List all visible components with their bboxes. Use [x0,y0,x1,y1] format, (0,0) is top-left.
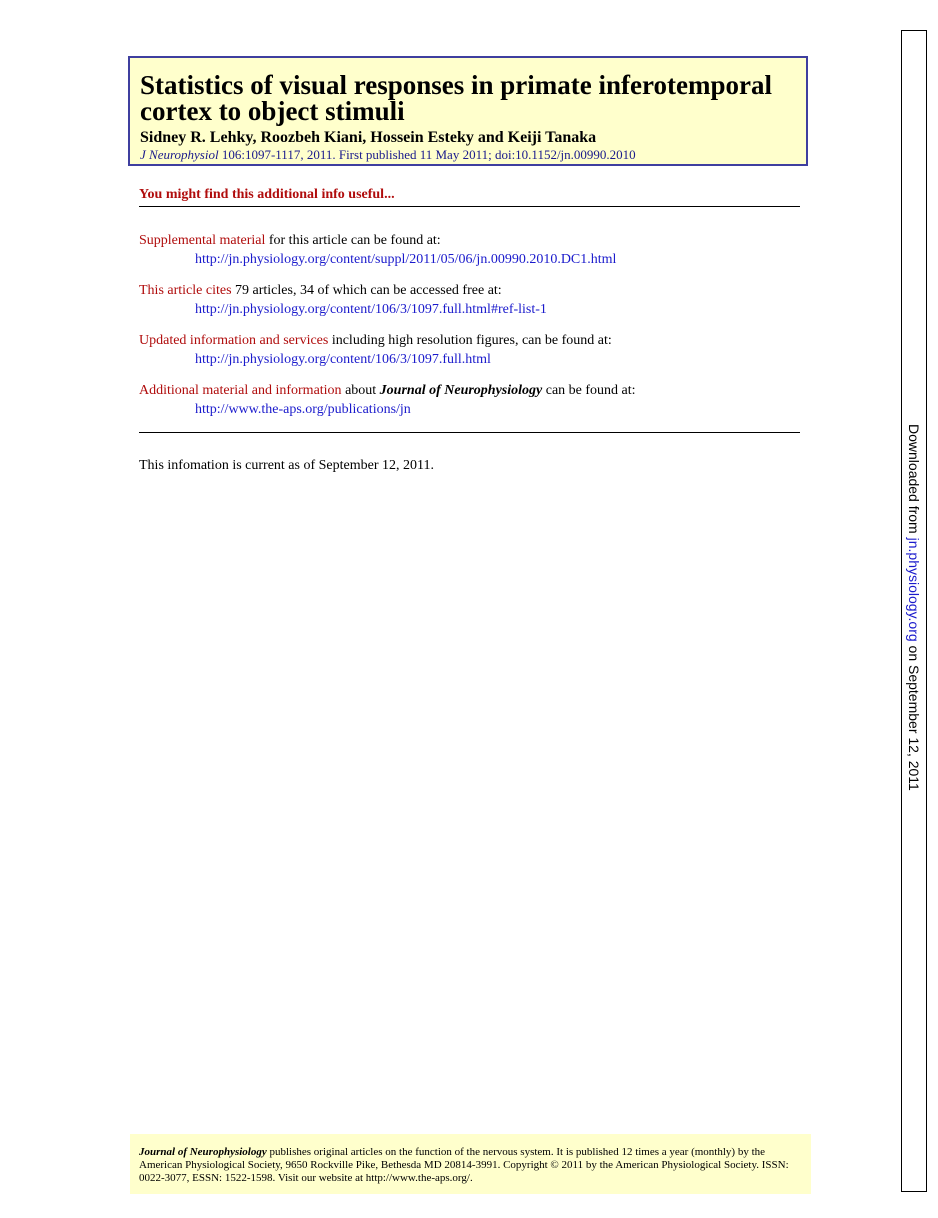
footer-journal: Journal of Neurophysiology [139,1146,267,1158]
top-divider [139,206,800,207]
additional-link[interactable]: Additional material and information [139,383,342,398]
info-item-supplemental [139,231,616,269]
supplemental-url[interactable]: http://jn.physiology.org/content/suppl/2011/05/06/jn.00990.2010.DC1.html [195,252,617,267]
info-item-updated [139,331,612,369]
citation-journal: J Neurophysiol [140,147,219,162]
article-citation [140,147,636,162]
updated-link[interactable]: Updated information and services [139,333,329,348]
info-item-additional [139,381,636,419]
citation-details: 106:1097-1117, 2011. First published 11 May 2011; doi:10.1152/jn.00990.2010 [218,147,636,162]
journal-footer [130,1134,811,1194]
download-pre: Downloaded from [906,424,922,538]
additional-text-pre: about [341,383,380,398]
supplemental-text: for this article can be found at: [265,233,441,248]
cites-link[interactable]: This article cites [139,283,232,298]
article-header [128,56,808,166]
additional-url[interactable]: http://www.the-aps.org/publications/jn [195,402,411,417]
footer-description: publishes original articles on the function of the nervous system. It is published 12 times a year (monthly) by the American Physiological Society, 9650 Rockville Pike, Bethesda MD 20814-3991. Copyright © 2011 by the American Physiological Society. ISSN: 0022-3077, ESSN: 1522-1598. Visit our website at http://www.the-aps.org/. [139,1146,789,1184]
bottom-divider [139,432,800,433]
download-site-link[interactable]: jn.physiology.org [906,537,922,642]
supplemental-link[interactable]: Supplemental material [139,233,266,248]
updated-text: including high resolution figures, can be found at: [328,333,612,348]
updated-url[interactable]: http://jn.physiology.org/content/106/3/1097.full.html [195,352,491,367]
download-notice [902,424,926,798]
cites-text: 79 articles, 34 of which can be accessed free at: [231,283,502,298]
info-heading: You might find this additional info useful... [139,187,395,202]
article-title: Statistics of visual responses in primate inferotemporal cortex to object stimuli [140,70,772,126]
download-post: on September 12, 2011 [906,641,922,791]
footer-text [139,1146,799,1185]
additional-journal: Journal of Neurophysiology [379,383,543,398]
current-as-of: This infomation is current as of September 12, 2011. [139,458,434,473]
cites-url[interactable]: http://jn.physiology.org/content/106/3/1097.full.html#ref-list-1 [195,302,547,317]
additional-text-post: can be found at: [542,383,636,398]
info-item-cites [139,281,547,319]
article-authors: Sidney R. Lehky, Roozbeh Kiani, Hossein Esteky and Keiji Tanaka [140,129,597,146]
